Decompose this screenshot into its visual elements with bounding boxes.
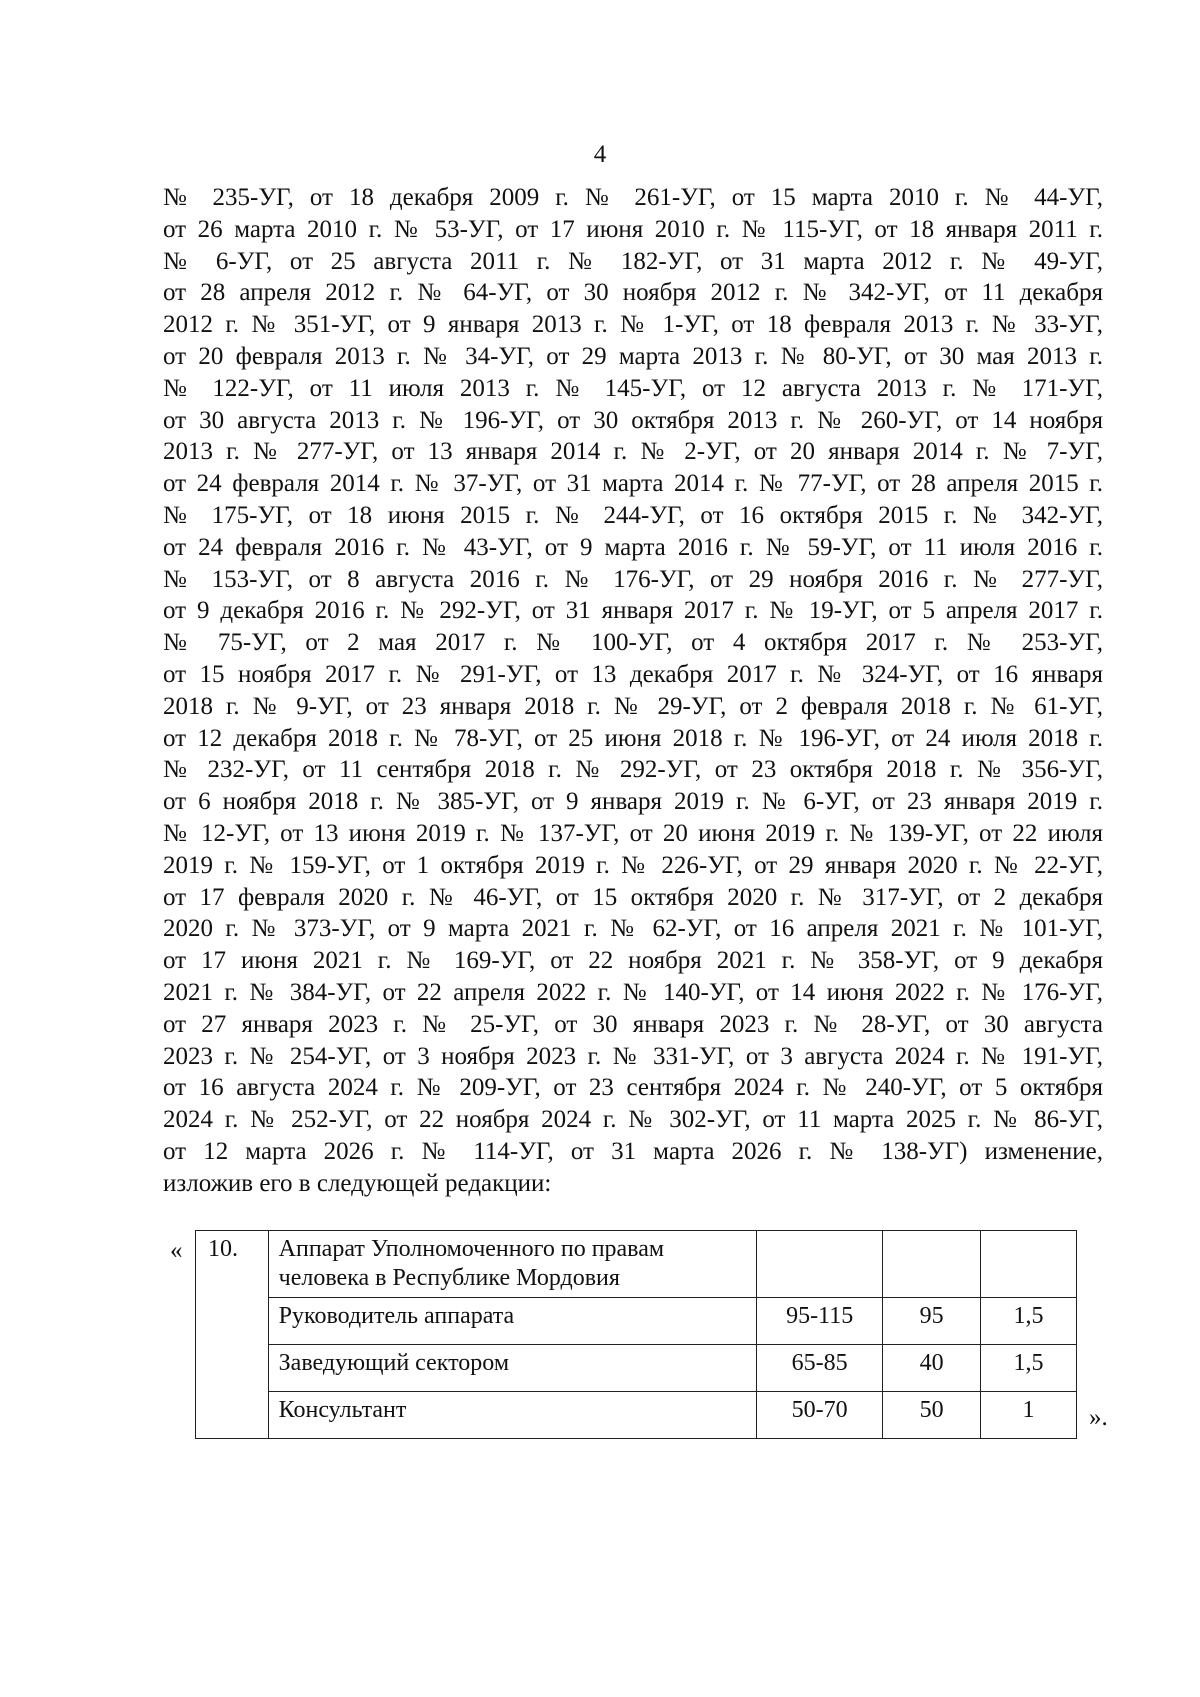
text-line: № 6-УГ, от 25 августа 2011 г. № 182-УГ, от 31 марта 2012 г. № 49-УГ, xyxy=(163,247,1103,275)
empty-cell xyxy=(883,1231,981,1298)
text-line: от 17 июня 2021 г. № 169-УГ, от 22 ноября 2021 г. № 358-УГ, от 9 декабря xyxy=(163,947,1103,975)
range-cell: 50-70 xyxy=(757,1392,883,1439)
text-line: от 15 ноября 2017 г. № 291-УГ, от 13 декабря 2017 г. № 324-УГ, от 16 января xyxy=(163,660,1103,688)
value-cell: 95 xyxy=(883,1298,981,1345)
empty-cell xyxy=(981,1231,1077,1298)
closing-quote: ». xyxy=(1089,1404,1108,1431)
text-line: 2020 г. № 373-УГ, от 9 марта 2021 г. № 62-УГ, от 16 апреля 2021 г. № 101-УГ, xyxy=(163,915,1103,943)
text-line: 2018 г. № 9-УГ, от 23 января 2018 г. № 29-УГ, от 2 февраля 2018 г. № 61-УГ, xyxy=(163,692,1103,720)
department-cell: Аппарат Уполномоченного по правам человека в Республике Мордовия xyxy=(268,1231,756,1298)
text-line: № 235-УГ, от 18 декабря 2009 г. № 261-УГ, от 15 марта 2010 г. № 44-УГ, xyxy=(163,184,1103,211)
value-cell: 40 xyxy=(883,1345,981,1392)
text-line: от 20 февраля 2013 г. № 34-УГ, от 29 марта 2013 г. № 80-УГ, от 30 мая 2013 г. xyxy=(163,342,1103,370)
text-line: 2021 г. № 384-УГ, от 22 апреля 2022 г. № 140-УГ, от 14 июня 2022 г. № 176-УГ, xyxy=(163,978,1103,1006)
text-line: 2023 г. № 254-УГ, от 3 ноября 2023 г. № 331-УГ, от 3 августа 2024 г. № 191-УГ, xyxy=(163,1042,1103,1070)
document-body xyxy=(163,182,1103,1200)
range-cell: 95-115 xyxy=(757,1298,883,1345)
table-row xyxy=(196,1231,1077,1298)
text-line: от 24 февраля 2016 г. № 43-УГ, от 9 марта 2016 г. № 59-УГ, от 11 июля 2016 г. xyxy=(163,533,1103,561)
text-line: от 6 ноября 2018 г. № 385-УГ, от 9 января 2019 г. № 6-УГ, от 23 января 2019 г. xyxy=(163,788,1103,816)
coefficient-cell: 1,5 xyxy=(981,1345,1077,1392)
text-line: от 9 декабря 2016 г. № 292-УГ, от 31 января 2017 г. № 19-УГ, от 5 апреля 2017 г. xyxy=(163,597,1103,625)
position-cell: Руководитель аппарата xyxy=(268,1298,756,1345)
text-line: от 30 августа 2013 г. № 196-УГ, от 30 октября 2013 г. № 260-УГ, от 14 ноября xyxy=(163,406,1103,434)
text-line: 2024 г. № 252-УГ, от 22 ноября 2024 г. № 302-УГ, от 11 марта 2025 г. № 86-УГ, xyxy=(163,1106,1103,1134)
coefficient-cell: 1,5 xyxy=(981,1298,1077,1345)
text-line: 2019 г. № 159-УГ, от 1 октября 2019 г. № 226-УГ, от 29 января 2020 г. № 22-УГ, xyxy=(163,851,1103,879)
position-cell: Консультант xyxy=(268,1392,756,1439)
text-line: от 28 апреля 2012 г. № 64-УГ, от 30 ноября 2012 г. № 342-УГ, от 11 декабря xyxy=(163,279,1103,307)
position-cell: Заведующий сектором xyxy=(268,1345,756,1392)
text-line: № 12-УГ, от 13 июня 2019 г. № 137-УГ, от 20 июня 2019 г. № 139-УГ, от 22 июля xyxy=(163,819,1103,847)
empty-cell xyxy=(757,1231,883,1298)
text-line: от 12 марта 2026 г. № 114-УГ, от 31 марта 2026 г. № 138-УГ) изменение, xyxy=(163,1137,1103,1165)
text-line: от 16 августа 2024 г. № 209-УГ, от 23 сентября 2024 г. № 240-УГ, от 5 октября xyxy=(163,1074,1103,1102)
staff-table xyxy=(195,1230,1077,1439)
text-line: № 75-УГ, от 2 мая 2017 г. № 100-УГ, от 4 октября 2017 г. № 253-УГ, xyxy=(163,629,1103,657)
text-line: от 27 января 2023 г. № 25-УГ, от 30 января 2023 г. № 28-УГ, от 30 августа xyxy=(163,1010,1103,1038)
text-line: № 175-УГ, от 18 июня 2015 г. № 244-УГ, от 16 октября 2015 г. № 342-УГ, xyxy=(163,501,1103,529)
text-line: от 26 марта 2010 г. № 53-УГ, от 17 июня 2010 г. № 115-УГ, от 18 января 2011 г. xyxy=(163,215,1103,243)
text-line: от 17 февраля 2020 г. № 46-УГ, от 15 октября 2020 г. № 317-УГ, от 2 декабря xyxy=(163,883,1103,911)
coefficient-cell: 1 xyxy=(981,1392,1077,1439)
text-line: № 122-УГ, от 11 июля 2013 г. № 145-УГ, от 12 августа 2013 г. № 171-УГ, xyxy=(163,374,1103,402)
page-number: 4 xyxy=(593,141,607,168)
range-cell: 65-85 xyxy=(757,1345,883,1392)
text-line: изложив его в следующей редакции: xyxy=(163,1169,552,1197)
text-line: № 153-УГ, от 8 августа 2016 г. № 176-УГ, от 29 ноября 2016 г. № 277-УГ, xyxy=(163,565,1103,593)
text-line: от 24 февраля 2014 г. № 37-УГ, от 31 марта 2014 г. № 77-УГ, от 28 апреля 2015 г. xyxy=(163,470,1103,498)
table-row xyxy=(196,1345,1077,1392)
text-line: 2013 г. № 277-УГ, от 13 января 2014 г. № 2-УГ, от 20 января 2014 г. № 7-УГ, xyxy=(163,438,1103,466)
value-cell: 50 xyxy=(883,1392,981,1439)
table-row xyxy=(196,1298,1077,1345)
table-row xyxy=(196,1392,1077,1439)
text-line: 2012 г. № 351-УГ, от 9 января 2013 г. № 1-УГ, от 18 февраля 2013 г. № 33-УГ, xyxy=(163,311,1103,339)
opening-quote: « xyxy=(170,1237,183,1264)
text-line: от 12 декабря 2018 г. № 78-УГ, от 25 июня 2018 г. № 196-УГ, от 24 июля 2018 г. xyxy=(163,724,1103,752)
row-number-cell: 10. xyxy=(196,1231,269,1439)
text-line: № 232-УГ, от 11 сентября 2018 г. № 292-УГ, от 23 октября 2018 г. № 356-УГ, xyxy=(163,756,1103,784)
